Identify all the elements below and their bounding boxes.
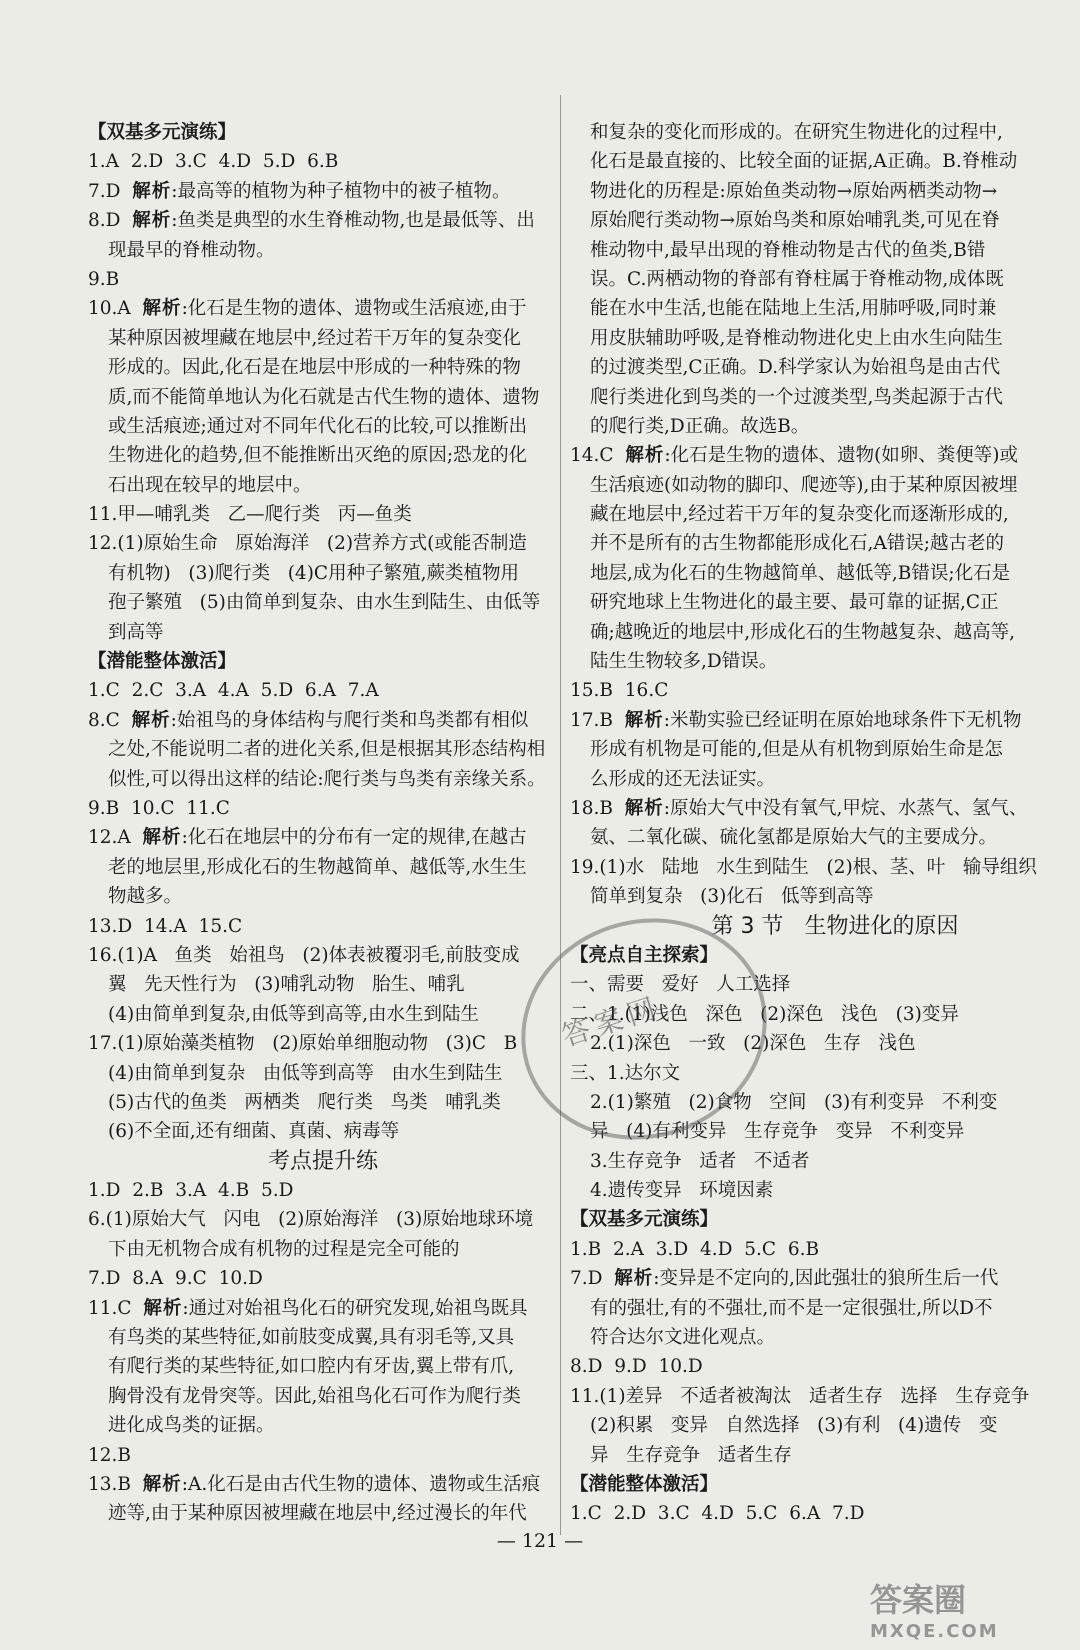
text-line: 异 生存竞争 适者生存 bbox=[590, 1444, 792, 1466]
section-title: 第 3 节 生物进化的原因 bbox=[711, 913, 959, 939]
text-line: 么形成的还无法证实。 bbox=[590, 768, 776, 790]
explanation-label: 解析 bbox=[132, 210, 172, 232]
text-line: 迹等,由于某种原因被埋藏在地层中,经过漫长的年代 bbox=[108, 1503, 527, 1525]
answer-line: 1.C 2.D 3.C 4.D 5.C 6.A 7.D bbox=[570, 1503, 865, 1525]
text-line: 孢子繁殖 (5)由简单到复杂、由水生到陆生、由低等 bbox=[108, 592, 541, 614]
answer-line bbox=[570, 706, 1040, 735]
answer-line: 17.(1)原始藻类植物 (2)原始单细胞动物 (3)C B bbox=[88, 1033, 518, 1055]
answer-line: 7.D 8.A 9.C 10.D bbox=[88, 1268, 263, 1290]
section-header: 【潜能整体激活】 bbox=[570, 1473, 719, 1495]
answer-line: 8.D 9.D 10.D bbox=[570, 1356, 703, 1378]
text-line: 能在水中生活,也能在陆地上生活,用肺呼吸,同时兼 bbox=[590, 298, 997, 320]
explanation-label: 解析 bbox=[624, 797, 664, 819]
text-line: 或生活痕迹;通过对不同年代化石的比较,可以推断出 bbox=[108, 415, 528, 437]
text-line: 有的强壮,有的不强壮,而不是一定很强壮,所以D不 bbox=[590, 1297, 993, 1319]
answer-number: 12.A bbox=[88, 827, 143, 849]
explanation-label: 解析 bbox=[142, 298, 182, 320]
text-line: 简单到复杂 (3)化石 低等到高等 bbox=[590, 886, 874, 908]
answer-line bbox=[88, 823, 558, 852]
text-line: 并不是所有的古生物都能形成化石,A错误;越古老的 bbox=[590, 533, 1004, 555]
explanation-label: 解析 bbox=[132, 180, 172, 202]
text-line: (6)不全面,还有细菌、真菌、病毒等 bbox=[108, 1121, 400, 1143]
text-line: 确;越晚近的地层中,形成化石的生物越复杂、越高等, bbox=[590, 621, 1015, 643]
text-line: 和复杂的变化而形成的。在研究生物进化的过程中, bbox=[590, 122, 1003, 143]
answer-line: 16.(1)A 鱼类 始祖鸟 (2)体表被覆羽毛,前肢变成 bbox=[88, 944, 520, 966]
text-line: 异 (4)有利变异 生存竞争 变异 不利变异 bbox=[590, 1121, 965, 1143]
answer-line: 15.B 16.C bbox=[570, 680, 669, 702]
text-line: 符合达尔文进化观点。 bbox=[590, 1327, 776, 1349]
text-line: 之处,不能说明二者的进化关系,但是根据其形态结构相 bbox=[108, 739, 546, 761]
answer-line: 三、1.达尔文 bbox=[570, 1062, 681, 1084]
answer-line: 1.A 2.D 3.C 4.D 5.D 6.B bbox=[88, 151, 339, 173]
text-line: 到高等 bbox=[108, 621, 164, 643]
answer-number: 8.D bbox=[88, 210, 133, 232]
text-line: (5)古代的鱼类 两栖类 爬行类 鸟类 哺乳类 bbox=[108, 1091, 501, 1113]
explanation-label: 解析 bbox=[625, 445, 665, 467]
answer-number: 11.C bbox=[88, 1297, 144, 1319]
explanation-text: :变异是不定向的,因此强壮的狼所生后一代 bbox=[653, 1268, 999, 1290]
explanation-label: 解析 bbox=[614, 1268, 654, 1290]
answer-number: 13.B bbox=[88, 1473, 143, 1495]
text-line: 有机物) (3)爬行类 (4)C用种子繁殖,蕨类植物用 bbox=[108, 562, 519, 584]
text-line: (4)由简单到复杂,由低等到高等,由水生到陆生 bbox=[108, 1003, 479, 1025]
text-line: 地层,成为化石的生物越简单、越低等,B错误;化石是 bbox=[590, 562, 1011, 584]
text-line: 陆生生物较多,D错误。 bbox=[590, 651, 778, 673]
explanation-text: :化石是生物的遗体、遗物或生活痕迹,由于 bbox=[181, 298, 527, 320]
explanation-text: :原始大气中没有氧气,甲烷、水蒸气、氢气、 bbox=[663, 797, 1028, 819]
text-line: 物进化的历程是:原始鱼类动物→原始两栖类动物→ bbox=[590, 180, 998, 202]
text-line: 某种原因被埋藏在地层中,经过若干万年的复杂变化 bbox=[108, 327, 521, 349]
answer-line bbox=[88, 177, 558, 206]
answer-line bbox=[88, 706, 558, 735]
text-line: 氨、二氧化碳、硫化氢都是原始大气的主要成分。 bbox=[590, 827, 998, 849]
answer-line bbox=[88, 294, 558, 323]
site-logo-text: 答案圈 bbox=[870, 1581, 967, 1619]
section-title: 考点提升练 bbox=[267, 1148, 378, 1174]
text-line: 物越多。 bbox=[108, 886, 183, 908]
explanation-text: :始祖鸟的身体结构与爬行类和鸟类都有相似 bbox=[170, 709, 529, 731]
answer-number: 7.D bbox=[88, 180, 133, 202]
section-header: 【亮点自主探索】 bbox=[570, 944, 719, 966]
text-line: 翼 先天性行为 (3)哺乳动物 胎生、哺乳 bbox=[108, 974, 465, 996]
site-logo-url: MXQE.COM bbox=[870, 1621, 999, 1642]
text-line: 3.生存竞争 适者 不适者 bbox=[590, 1150, 810, 1172]
answer-line: 12.B bbox=[88, 1444, 132, 1466]
text-line: 藏在地层中,经过若干万年的复杂变化而逐渐形成的, bbox=[590, 504, 1009, 526]
answer-line bbox=[570, 441, 1040, 470]
answer-number: 18.B bbox=[570, 797, 625, 819]
site-logo bbox=[870, 1575, 999, 1642]
answer-line bbox=[570, 794, 1040, 823]
answer-line: 12.(1)原始生命 原始海洋 (2)营养方式(或能否制造 bbox=[88, 533, 527, 555]
answer-line: 一、需要 爱好 人工选择 bbox=[570, 974, 791, 996]
text-line: 似性,可以得出这样的结论:爬行类与鸟类有亲缘关系。 bbox=[108, 768, 546, 790]
answer-line: 6.(1)原始大气 闪电 (2)原始海洋 (3)原始地球环境 bbox=[88, 1209, 534, 1231]
text-line: (2)积累 变异 自然选择 (3)有利 (4)遗传 变 bbox=[590, 1415, 998, 1437]
explanation-label: 解析 bbox=[142, 1473, 182, 1495]
text-line: 进化成鸟类的证据。 bbox=[108, 1415, 275, 1437]
explanation-label: 解析 bbox=[142, 827, 182, 849]
answer-line: 1.D 2.B 3.A 4.B 5.D bbox=[88, 1180, 294, 1202]
text-line: 爬行类进化到鸟类的一个过渡类型,鸟类起源于古代 bbox=[590, 386, 1003, 408]
answer-line bbox=[88, 1294, 558, 1323]
explanation-label: 解析 bbox=[624, 709, 664, 731]
section-header: 【双基多元演练】 bbox=[88, 122, 237, 143]
explanation-label: 解析 bbox=[131, 709, 171, 731]
answer-number: 14.C bbox=[570, 445, 626, 467]
text-line: 生活痕迹(如动物的脚印、爬迹等),由于某种原因被埋 bbox=[590, 474, 1018, 496]
answer-line: 19.(1)水 陆地 水生到陆生 (2)根、茎、叶 输导组织 bbox=[570, 856, 1037, 878]
explanation-text: :米勒实验已经证明在原始地球条件下无机物 bbox=[663, 709, 1022, 731]
text-line: 误。C.两栖动物的脊部有脊柱属于脊椎动物,成体既 bbox=[590, 268, 1004, 290]
answer-line: 13.D 14.A 15.C bbox=[88, 915, 243, 937]
text-line: 有爬行类的某些特征,如口腔内有牙齿,翼上带有爪, bbox=[108, 1356, 515, 1378]
explanation-text: :化石在地层中的分布有一定的规律,在越古 bbox=[181, 827, 527, 849]
text-line: 老的地层里,形成化石的生物越简单、越低等,水生生 bbox=[108, 856, 527, 878]
text-line: 研究地球上生物进化的最主要、最可靠的证据,C正 bbox=[590, 592, 999, 614]
answer-number: 7.D bbox=[570, 1268, 615, 1290]
explanation-text: :通过对始祖鸟化石的研究发现,始祖鸟既具 bbox=[182, 1297, 528, 1319]
right-column bbox=[570, 118, 1040, 1529]
text-line: 生物进化的趋势,但不能推断出灭绝的原因;恐龙的化 bbox=[108, 445, 528, 467]
explanation-text: :化石是生物的遗体、遗物(如卵、粪便等)或 bbox=[664, 445, 1019, 467]
text-line: 形成有机物是可能的,但是从有机物到原始生命是怎 bbox=[590, 739, 1003, 761]
text-line: 化石是最直接的、比较全面的证据,A正确。B.脊椎动 bbox=[590, 151, 1018, 173]
column-divider bbox=[560, 95, 561, 1535]
answer-line: 1.B 2.A 3.D 4.D 5.C 6.B bbox=[570, 1238, 820, 1260]
text-line: 椎动物中,最早出现的脊椎动物是古代的鱼类,B错 bbox=[590, 239, 986, 261]
explanation-label: 解析 bbox=[143, 1297, 183, 1319]
answer-line: 1.C 2.C 3.A 4.A 5.D 6.A 7.A bbox=[88, 680, 379, 702]
section-header: 【潜能整体激活】 bbox=[88, 651, 237, 673]
text-line: 现最早的脊椎动物。 bbox=[108, 239, 275, 261]
answer-line: 11.(1)差异 不适者被淘汰 适者生存 选择 生存竞争 bbox=[570, 1385, 1030, 1407]
text-line: 质,而不能简单地认为化石就是古代生物的遗体、遗物 bbox=[108, 386, 540, 408]
answer-line: 11.甲—哺乳类 乙—爬行类 丙—鱼类 bbox=[88, 504, 412, 526]
text-line: 的过渡类型,C正确。D.科学家认为始祖鸟是由古代 bbox=[590, 357, 1001, 379]
explanation-text: :最高等的植物为种子植物中的被子植物。 bbox=[171, 180, 511, 202]
section-header: 【双基多元演练】 bbox=[570, 1209, 719, 1231]
answer-line: 9.B bbox=[88, 268, 120, 290]
answer-line: 9.B 10.C 11.C bbox=[88, 797, 230, 819]
explanation-text: :A.化石是由古代生物的遗体、遗物或生活痕 bbox=[181, 1473, 541, 1495]
text-line: 胸骨没有龙骨突等。因此,始祖鸟化石可作为爬行类 bbox=[108, 1385, 521, 1407]
explanation-text: :鱼类是典型的水生脊椎动物,也是最低等、出 bbox=[171, 210, 535, 232]
answer-line bbox=[88, 206, 558, 235]
text-line: 原始爬行类动物→原始鸟类和原始哺乳类,可见在脊 bbox=[590, 210, 1000, 232]
text-line: 2.(1)深色 一致 (2)深色 生存 浅色 bbox=[590, 1033, 916, 1055]
text-line: (4)由简单到复杂 由低等到高等 由水生到陆生 bbox=[108, 1062, 503, 1084]
text-line: 形成的。因此,化石是在地层中形成的一种特殊的物 bbox=[108, 357, 521, 379]
answer-number: 17.B bbox=[570, 709, 625, 731]
answer-number: 8.C bbox=[88, 709, 132, 731]
text-line: 的爬行类,D正确。故选B。 bbox=[590, 415, 810, 437]
text-line: 用皮肤辅助呼吸,是脊椎动物进化史上由水生向陆生 bbox=[590, 327, 1003, 349]
text-line: 4.遗传变异 环境因素 bbox=[590, 1180, 774, 1202]
left-column bbox=[88, 118, 558, 1529]
answer-line bbox=[570, 1264, 1040, 1293]
text-line: 有鸟类的某些特征,如前肢变成翼,具有羽毛等,又具 bbox=[108, 1327, 515, 1349]
text-line: 下由无机物合成有机物的过程是完全可能的 bbox=[108, 1238, 460, 1260]
answer-line: 二、1.(1)浅色 深色 (2)深色 浅色 (3)变异 bbox=[570, 1003, 959, 1025]
text-line: 2.(1)繁殖 (2)食物 空间 (3)有利变异 不利变 bbox=[590, 1091, 998, 1113]
answer-number: 10.A bbox=[88, 298, 143, 320]
text-line: 石出现在较早的地层中。 bbox=[108, 474, 312, 496]
page-number: — 121 — bbox=[496, 1530, 584, 1552]
watermark-stamp-text: 答案网 bbox=[557, 989, 666, 1053]
answer-line bbox=[88, 1470, 558, 1499]
